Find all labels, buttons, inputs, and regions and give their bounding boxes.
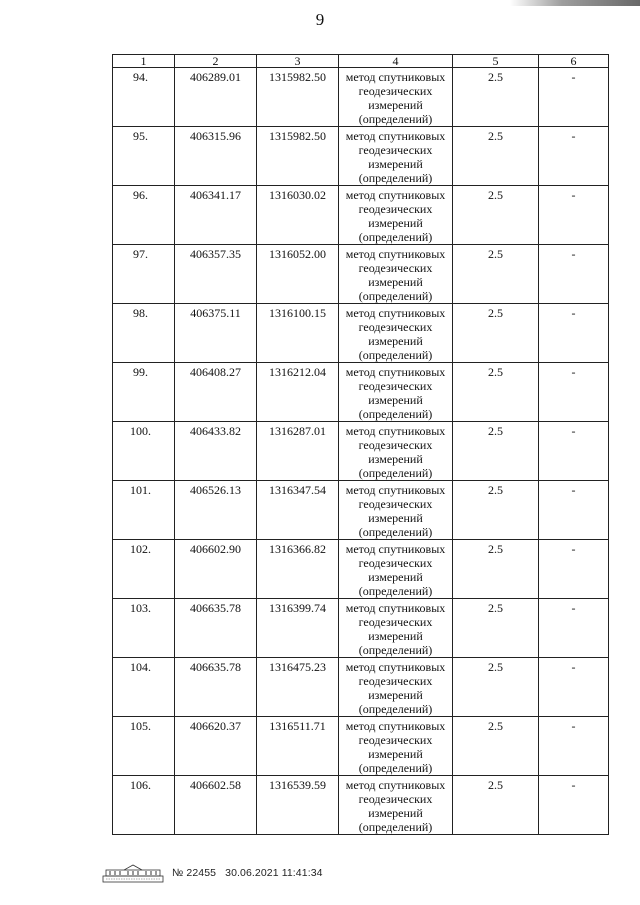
column-header: 6 <box>539 55 609 68</box>
coordinates-table <box>112 54 609 835</box>
point-number-cell: 101. <box>113 481 175 540</box>
method-cell: метод спутниковых геодезических измерений (определений) <box>339 540 453 599</box>
method-cell: метод спутниковых геодезических измерений (определений) <box>339 599 453 658</box>
document-datetime: 30.06.2021 11:41:34 <box>225 867 323 879</box>
point-number-cell: 98. <box>113 304 175 363</box>
accuracy-cell: 2.5 <box>453 245 539 304</box>
point-number-cell: 103. <box>113 599 175 658</box>
accuracy-cell: 2.5 <box>453 540 539 599</box>
x-coordinate-cell: 406289.01 <box>175 68 257 127</box>
point-number-cell: 106. <box>113 776 175 835</box>
table-row <box>113 599 609 658</box>
column-header: 3 <box>257 55 339 68</box>
y-coordinate-cell: 1315982.50 <box>257 127 339 186</box>
building-stamp-icon <box>102 863 164 883</box>
method-cell: метод спутниковых геодезических измерений (определений) <box>339 68 453 127</box>
table-row <box>113 540 609 599</box>
accuracy-cell: 2.5 <box>453 363 539 422</box>
y-coordinate-cell: 1316475.23 <box>257 658 339 717</box>
table-row <box>113 304 609 363</box>
table-row <box>113 776 609 835</box>
accuracy-cell: 2.5 <box>453 481 539 540</box>
x-coordinate-cell: 406526.13 <box>175 481 257 540</box>
accuracy-cell: 2.5 <box>453 127 539 186</box>
note-cell: - <box>539 776 609 835</box>
table-row <box>113 363 609 422</box>
y-coordinate-cell: 1316511.71 <box>257 717 339 776</box>
note-cell: - <box>539 540 609 599</box>
accuracy-cell: 2.5 <box>453 186 539 245</box>
y-coordinate-cell: 1316347.54 <box>257 481 339 540</box>
method-cell: метод спутниковых геодезических измерений (определений) <box>339 658 453 717</box>
x-coordinate-cell: 406357.35 <box>175 245 257 304</box>
table-row <box>113 186 609 245</box>
method-cell: метод спутниковых геодезических измерений (определений) <box>339 776 453 835</box>
x-coordinate-cell: 406620.37 <box>175 717 257 776</box>
y-coordinate-cell: 1316052.00 <box>257 245 339 304</box>
table-row <box>113 245 609 304</box>
point-number-cell: 97. <box>113 245 175 304</box>
method-cell: метод спутниковых геодезических измерений (определений) <box>339 363 453 422</box>
note-cell: - <box>539 481 609 540</box>
table-row <box>113 717 609 776</box>
column-header: 2 <box>175 55 257 68</box>
x-coordinate-cell: 406341.17 <box>175 186 257 245</box>
method-cell: метод спутниковых геодезических измерений (определений) <box>339 304 453 363</box>
table-row <box>113 658 609 717</box>
column-header: 4 <box>339 55 453 68</box>
table-row <box>113 127 609 186</box>
scan-edge-mark <box>510 0 640 6</box>
point-number-cell: 94. <box>113 68 175 127</box>
y-coordinate-cell: 1316539.59 <box>257 776 339 835</box>
table-header-row <box>113 55 609 68</box>
stamp-text <box>172 867 329 879</box>
y-coordinate-cell: 1316399.74 <box>257 599 339 658</box>
note-cell: - <box>539 186 609 245</box>
accuracy-cell: 2.5 <box>453 68 539 127</box>
method-cell: метод спутниковых геодезических измерений (определений) <box>339 127 453 186</box>
table-row <box>113 481 609 540</box>
method-cell: метод спутниковых геодезических измерений (определений) <box>339 245 453 304</box>
table-row <box>113 422 609 481</box>
note-cell: - <box>539 245 609 304</box>
x-coordinate-cell: 406433.82 <box>175 422 257 481</box>
x-coordinate-cell: 406408.27 <box>175 363 257 422</box>
accuracy-cell: 2.5 <box>453 776 539 835</box>
method-cell: метод спутниковых геодезических измерений (определений) <box>339 422 453 481</box>
x-coordinate-cell: 406635.78 <box>175 658 257 717</box>
document-stamp <box>102 862 329 884</box>
point-number-cell: 96. <box>113 186 175 245</box>
accuracy-cell: 2.5 <box>453 658 539 717</box>
y-coordinate-cell: 1316030.02 <box>257 186 339 245</box>
method-cell: метод спутниковых геодезических измерений (определений) <box>339 481 453 540</box>
accuracy-cell: 2.5 <box>453 422 539 481</box>
document-number: № 22455 <box>172 867 217 879</box>
x-coordinate-cell: 406315.96 <box>175 127 257 186</box>
method-cell: метод спутниковых геодезических измерений (определений) <box>339 186 453 245</box>
y-coordinate-cell: 1316212.04 <box>257 363 339 422</box>
x-coordinate-cell: 406635.78 <box>175 599 257 658</box>
accuracy-cell: 2.5 <box>453 599 539 658</box>
point-number-cell: 102. <box>113 540 175 599</box>
table-body <box>113 68 609 835</box>
method-cell: метод спутниковых геодезических измерений (определений) <box>339 717 453 776</box>
x-coordinate-cell: 406602.58 <box>175 776 257 835</box>
accuracy-cell: 2.5 <box>453 717 539 776</box>
y-coordinate-cell: 1316366.82 <box>257 540 339 599</box>
y-coordinate-cell: 1316287.01 <box>257 422 339 481</box>
note-cell: - <box>539 363 609 422</box>
y-coordinate-cell: 1315982.50 <box>257 68 339 127</box>
y-coordinate-cell: 1316100.15 <box>257 304 339 363</box>
point-number-cell: 99. <box>113 363 175 422</box>
note-cell: - <box>539 717 609 776</box>
column-header: 5 <box>453 55 539 68</box>
x-coordinate-cell: 406602.90 <box>175 540 257 599</box>
point-number-cell: 95. <box>113 127 175 186</box>
note-cell: - <box>539 422 609 481</box>
note-cell: - <box>539 68 609 127</box>
accuracy-cell: 2.5 <box>453 304 539 363</box>
note-cell: - <box>539 127 609 186</box>
table-row <box>113 68 609 127</box>
point-number-cell: 104. <box>113 658 175 717</box>
note-cell: - <box>539 304 609 363</box>
column-header: 1 <box>113 55 175 68</box>
point-number-cell: 105. <box>113 717 175 776</box>
x-coordinate-cell: 406375.11 <box>175 304 257 363</box>
point-number-cell: 100. <box>113 422 175 481</box>
note-cell: - <box>539 599 609 658</box>
page-number: 9 <box>315 10 325 29</box>
note-cell: - <box>539 658 609 717</box>
